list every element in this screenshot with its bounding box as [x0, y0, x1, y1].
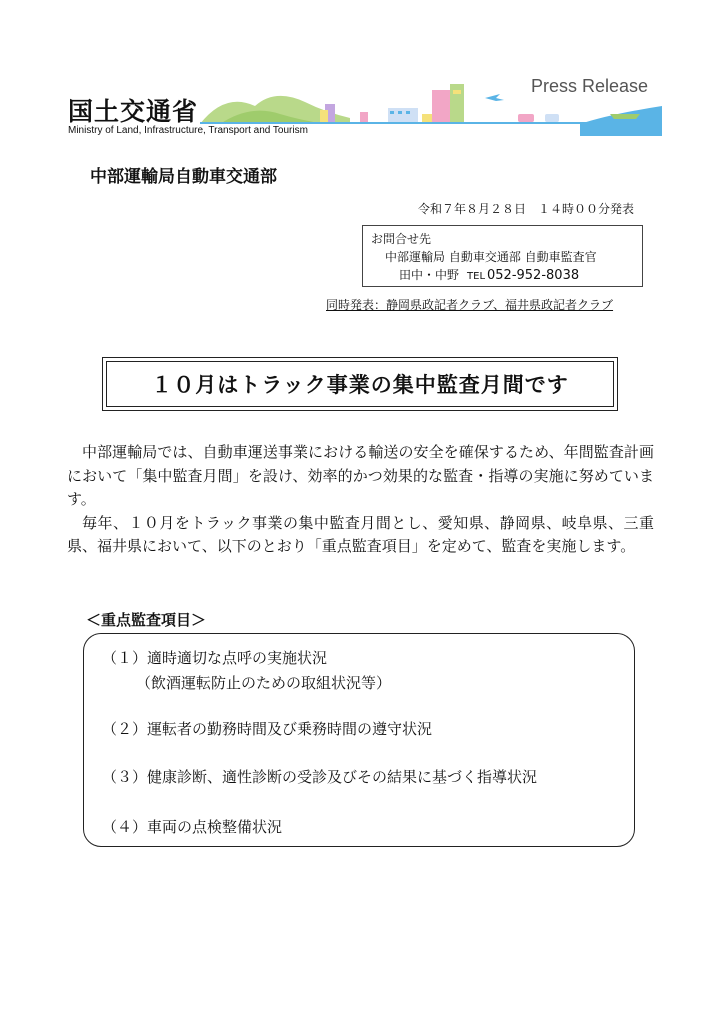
ministry-logo-text: 国土交通省 [68, 97, 199, 126]
audit-items-box [83, 633, 635, 847]
bureau-name: 中部運輸局自動車交通部 [90, 167, 277, 187]
body-paragraph-1: 中部運輸局では、自動車運送事業における輸送の安全を確保するため、年間監査計画において「集中監査月間」を設け、効率的かつ効果的な監査・指導の実施に努めています。 [67, 443, 654, 508]
audit-item-1-note: （飲酒運転防止のための取組状況等） [136, 674, 392, 692]
contact-department: 中部運輸局 自動車交通部 自動車監査官 [385, 250, 597, 264]
body-text [67, 441, 654, 559]
contact-names: 田中・中野 [399, 268, 460, 282]
items-heading: ＜重点監査項目＞ [86, 611, 207, 629]
audit-item-4: （４）車両の点検整備状況 [102, 818, 283, 836]
audit-item-3: （３）健康診断、適性診断の受診及びその結果に基づく指導状況 [102, 768, 538, 786]
tel-mark: TEL [467, 271, 486, 282]
body-paragraph-2: 毎年、１０月をトラック事業の集中監査月間とし、愛知県、静岡県、岐阜県、三重県、福井県において、以下のとおり「重点監査項目」を定めて、監査を実施します。 [67, 513, 654, 555]
press-release-label: Press Release [531, 76, 649, 96]
release-date: 令和７年８月２８日 １４時００分発表 [418, 202, 635, 216]
contact-names-line [399, 266, 579, 286]
title-box [106, 361, 614, 407]
header-landscape-banner [200, 84, 662, 138]
ministry-logo-english: Ministry of Land, Infrastructure, Transport and Tourism [68, 125, 308, 136]
simultaneous-release-note: 同時発表：静岡県政記者クラブ、福井県政記者クラブ [326, 298, 614, 312]
audit-item-1: （１）適時適切な点呼の実施状況 [102, 649, 328, 667]
contact-label: お問合せ先 [371, 232, 432, 246]
contact-phone: 052-952-8038 [487, 268, 580, 283]
page-title: １０月はトラック事業の集中監査月間です [151, 373, 569, 397]
audit-item-2: （２）運転者の勤務時間及び乗務時間の遵守状況 [102, 720, 433, 738]
contact-box [362, 225, 643, 287]
